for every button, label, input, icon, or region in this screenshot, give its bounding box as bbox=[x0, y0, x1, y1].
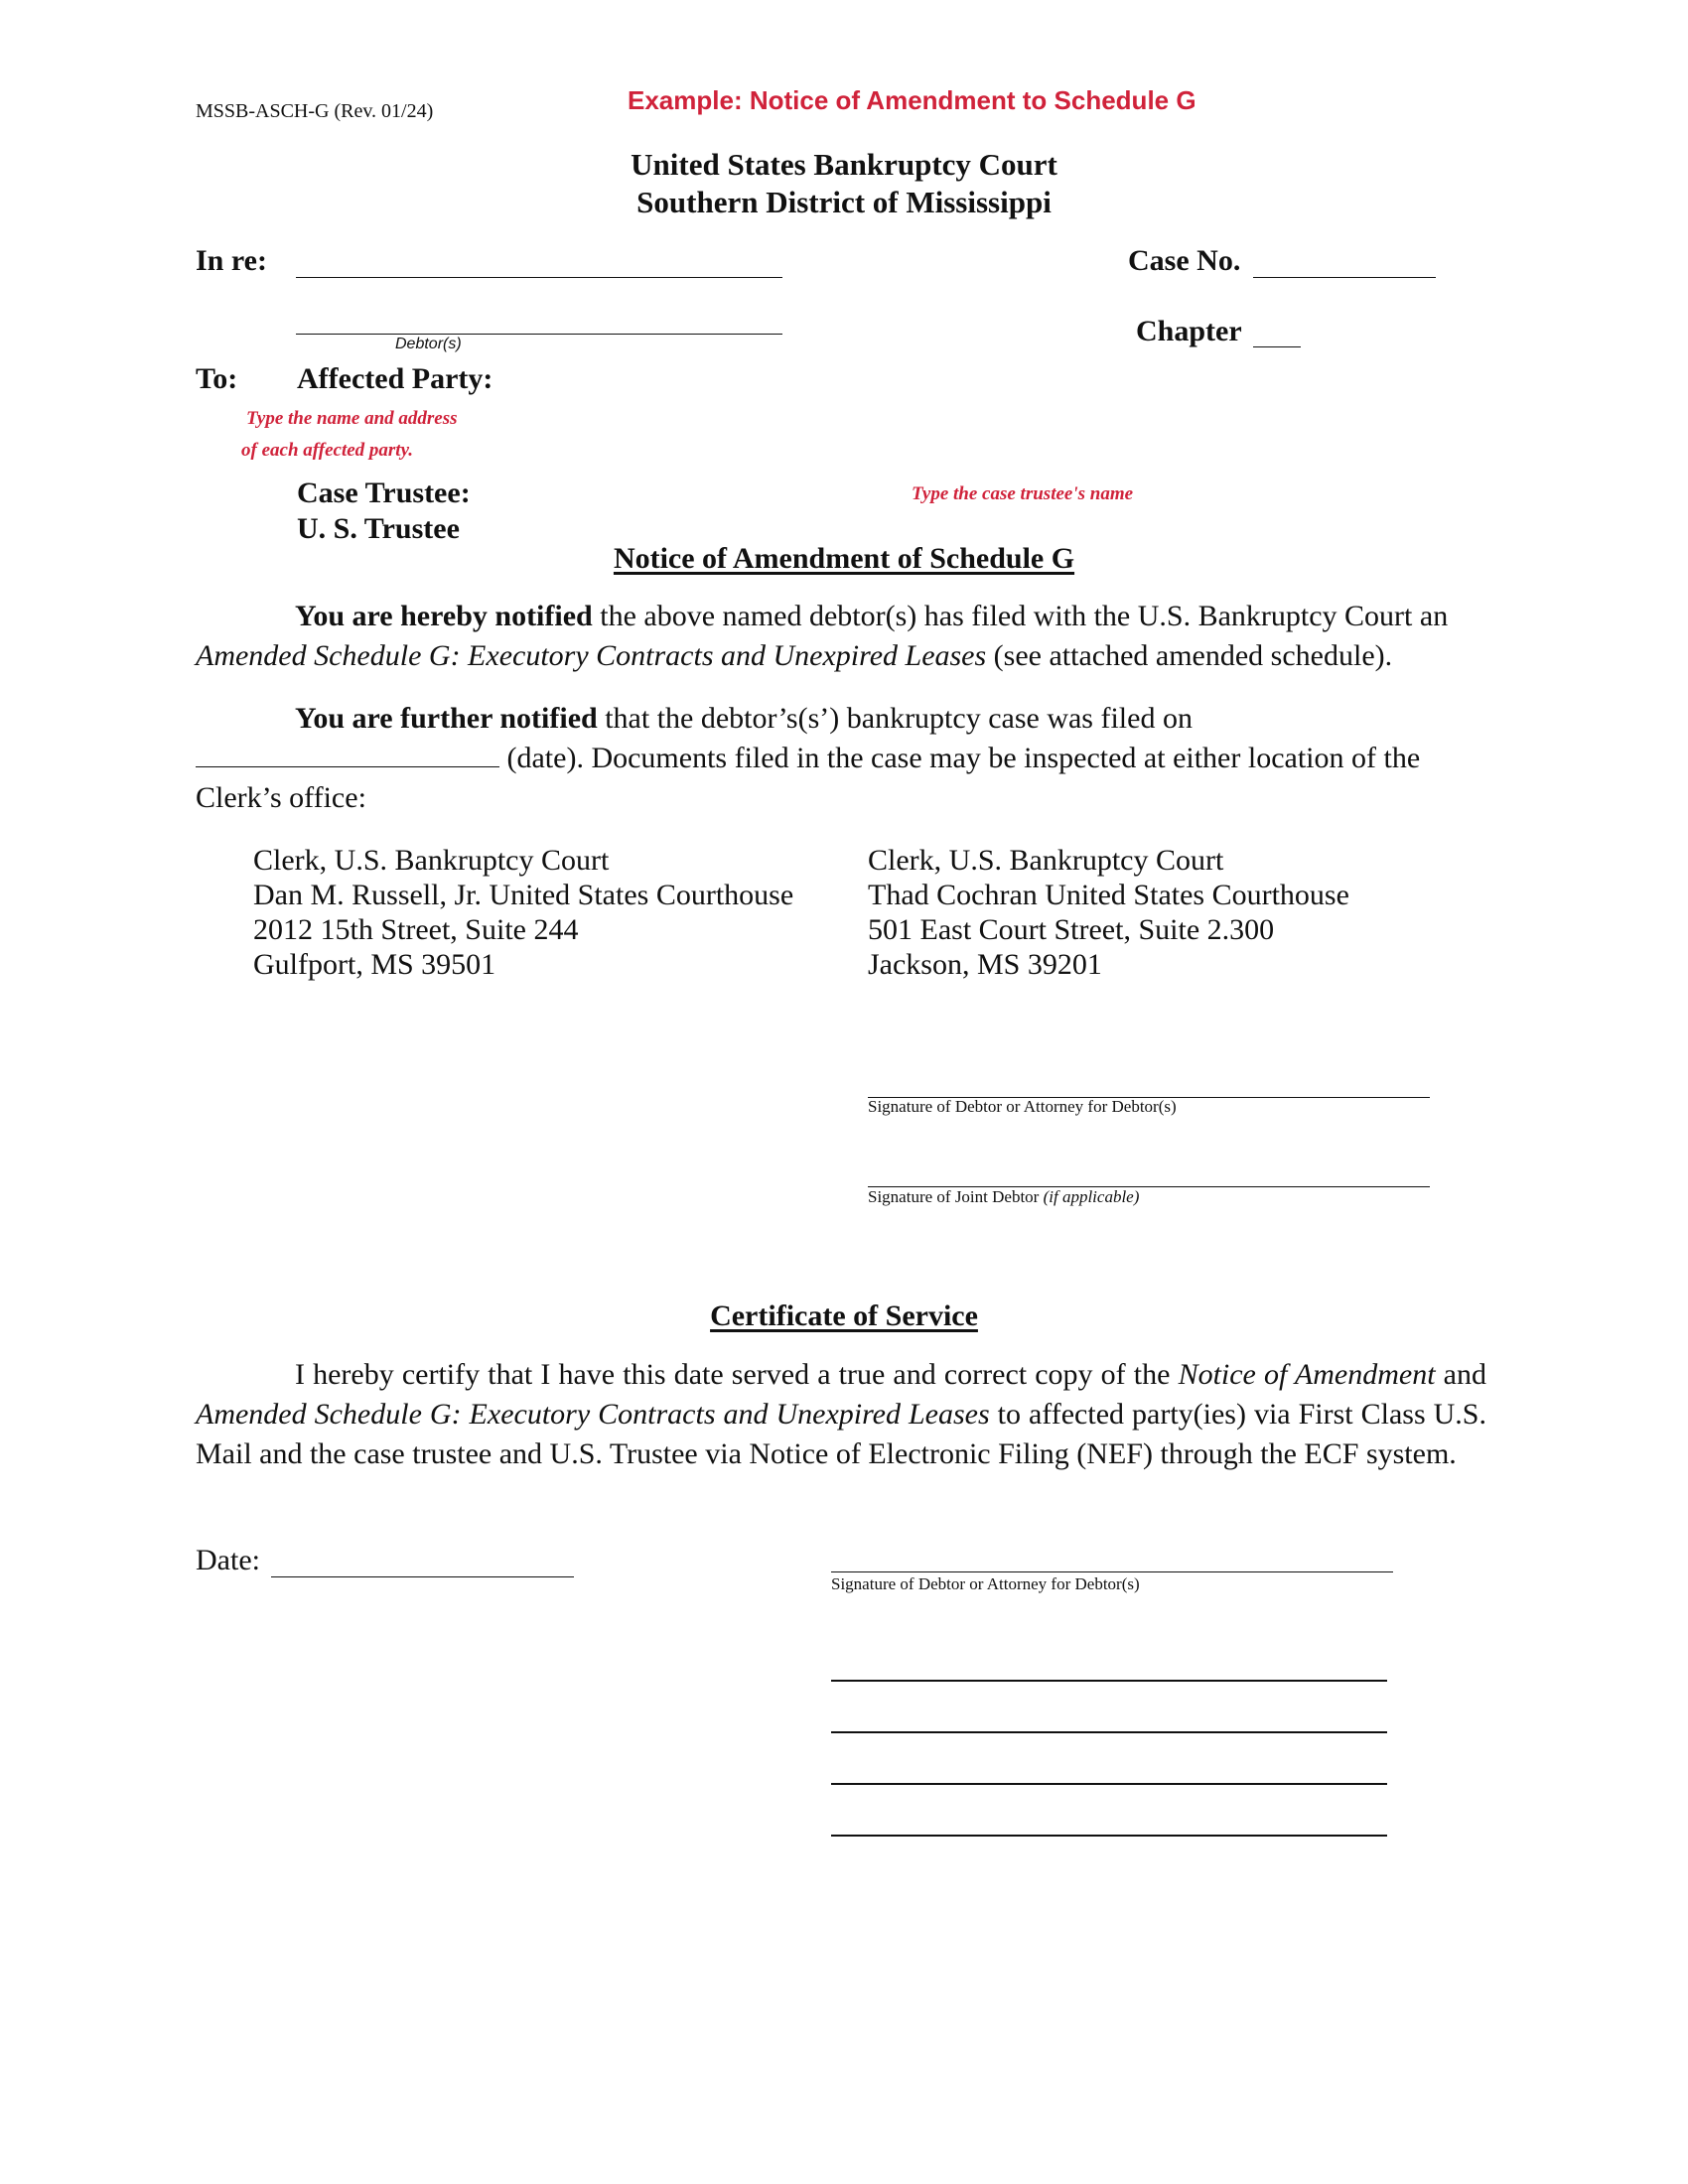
p2-text: that the debtor’s(s’) bankruptcy case was filed on bbox=[597, 702, 1193, 735]
p1-italic: Amended Schedule G: Executory Contracts and Unexpired Leases bbox=[196, 639, 987, 672]
cert-t2: and bbox=[1435, 1358, 1486, 1391]
certificate-title: Certificate of Service bbox=[710, 1299, 978, 1332]
certificate-date-line[interactable] bbox=[271, 1576, 574, 1577]
joint-sig-note: (if applicable) bbox=[1043, 1187, 1140, 1206]
form-id: MSSB-ASCH-G (Rev. 01/24) bbox=[196, 100, 434, 122]
to-label: To: bbox=[196, 362, 238, 395]
clerk-office-gulfport bbox=[253, 843, 793, 982]
jackson-line-2: Thad Cochran United States Courthouse bbox=[868, 879, 1349, 911]
joint-debtor-signature-caption bbox=[868, 1187, 1139, 1207]
notice-paragraph-1 bbox=[196, 597, 1486, 676]
gulfport-line-4: Gulfport, MS 39501 bbox=[253, 948, 496, 981]
cert-i2: Amended Schedule G: Executory Contracts and Unexpired Leases bbox=[196, 1398, 990, 1431]
debtor-signature-caption: Signature of Debtor or Attorney for Debtor(s) bbox=[868, 1097, 1177, 1116]
case-trustee-hint: Type the case trustee's name bbox=[912, 483, 1134, 504]
notice-paragraph-2 bbox=[196, 699, 1486, 818]
case-no-line[interactable] bbox=[1253, 277, 1436, 278]
chapter-label: Chapter bbox=[1136, 315, 1242, 347]
date-label: Date: bbox=[196, 1544, 260, 1576]
debtor-name-line-1[interactable] bbox=[296, 277, 782, 278]
chapter-line[interactable] bbox=[1253, 346, 1301, 347]
p1-text: the above named debtor(s) has filed with the U.S. Bankruptcy Court an bbox=[592, 600, 1449, 632]
p2-lead: You are further notified bbox=[295, 702, 598, 735]
notice-title: Notice of Amendment of Schedule G bbox=[613, 542, 1075, 575]
cert-i1: Notice of Amendment bbox=[1178, 1358, 1436, 1391]
debtor-caption: Debtor(s) bbox=[395, 336, 462, 352]
signer-info-line-1[interactable] bbox=[831, 1680, 1387, 1682]
affected-party-hint-2: of each affected party. bbox=[241, 440, 414, 461]
certificate-signature-caption: Signature of Debtor or Attorney for Debtor(s) bbox=[831, 1574, 1140, 1593]
p2-tail: (date). Documents filed in the case may be inspected at either location of the Clerk’s office: bbox=[196, 742, 1421, 814]
in-re-label: In re: bbox=[196, 244, 267, 277]
jackson-line-3: 501 East Court Street, Suite 2.300 bbox=[868, 913, 1275, 946]
signer-info-line-4[interactable] bbox=[831, 1835, 1387, 1837]
cert-t3: to affected party(ies) via First Class U.S. Mail and the case trustee and U.S. Trustee via Notice of Electronic Filing (NEF) through the ECF system. bbox=[196, 1398, 1486, 1470]
gulfport-line-2: Dan M. Russell, Jr. United States Courthouse bbox=[253, 879, 794, 911]
signer-info-line-3[interactable] bbox=[831, 1783, 1387, 1785]
certificate-signature-line[interactable] bbox=[831, 1571, 1393, 1572]
filing-date-line[interactable] bbox=[196, 765, 499, 767]
case-no-label: Case No. bbox=[1128, 244, 1241, 277]
signer-info-line-2[interactable] bbox=[831, 1731, 1387, 1733]
jackson-line-1: Clerk, U.S. Bankruptcy Court bbox=[868, 844, 1224, 877]
p1-tail: (see attached amended schedule). bbox=[986, 639, 1393, 672]
debtor-name-line-2[interactable] bbox=[296, 334, 782, 335]
gulfport-line-1: Clerk, U.S. Bankruptcy Court bbox=[253, 844, 610, 877]
cert-t1: I hereby certify that I have this date served a true and correct copy of the bbox=[295, 1358, 1179, 1391]
jackson-line-4: Jackson, MS 39201 bbox=[868, 948, 1102, 981]
us-trustee-label: U. S. Trustee bbox=[297, 512, 460, 545]
court-name: United States Bankruptcy Court bbox=[631, 147, 1057, 182]
certificate-paragraph bbox=[196, 1355, 1486, 1474]
example-banner: Example: Notice of Amendment to Schedule G bbox=[628, 85, 1196, 115]
affected-party-label: Affected Party: bbox=[297, 362, 493, 395]
case-trustee-label: Case Trustee: bbox=[297, 477, 471, 509]
joint-sig-caption-text: Signature of Joint Debtor bbox=[868, 1187, 1044, 1206]
gulfport-line-3: 2012 15th Street, Suite 244 bbox=[253, 913, 579, 946]
court-district: Southern District of Mississippi bbox=[636, 185, 1052, 219]
p1-lead: You are hereby notified bbox=[295, 600, 593, 632]
clerk-office-jackson bbox=[868, 843, 1349, 982]
affected-party-hint-1: Type the name and address bbox=[246, 408, 458, 429]
